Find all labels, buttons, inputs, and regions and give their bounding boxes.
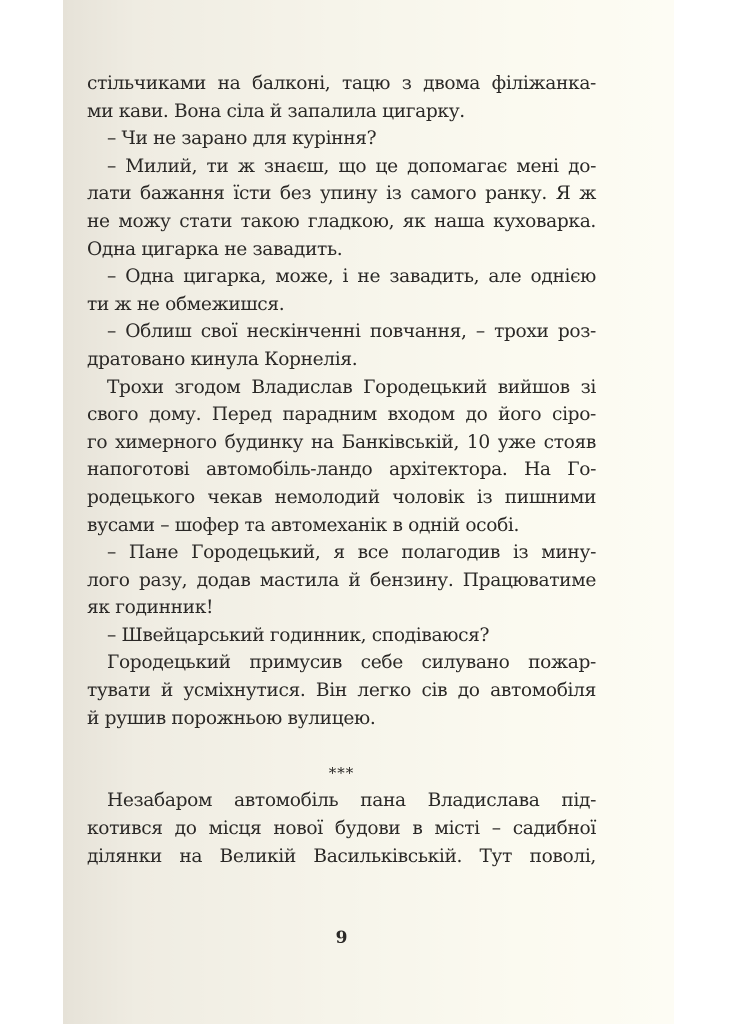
text-line: не можу стати такою гладкою, як наша куховарка.: [87, 210, 596, 232]
text-line: вусами – шофер та автомеханік в одній особі.: [87, 514, 520, 536]
text-line: свого дому. Перед парадним входом до його сіро-: [87, 404, 596, 426]
book-page: [63, 0, 674, 1024]
text-line: – Пане Городецький, я все полагодив із мину-: [107, 542, 596, 564]
text-line: – Швейцарський годинник, сподіваюся?: [107, 624, 490, 646]
text-line: й рушив порожньою вулицею.: [87, 707, 376, 729]
section-separator: ***: [328, 763, 355, 782]
text-line: ми кави. Вона сіла й запалила цигарку.: [87, 100, 465, 122]
text-line: ділянки на Великій Васильківській. Тут поволі,: [87, 845, 596, 867]
text-line: – Милий, ти ж знаєш, що це допомагає мені до-: [107, 155, 596, 177]
text-line: котився до місця нової будови в місті – садибної: [87, 818, 596, 840]
text-line: Городецький примусив себе силувано пожар-: [107, 652, 596, 674]
text-line: Одна цигарка не завадить.: [87, 238, 343, 260]
text-line: – Облиш свої нескінченні повчання, – трохи роз-: [107, 321, 596, 343]
text-line: стільчиками на балконі, тацю з двома філіжанка-: [87, 73, 596, 94]
text-line: ти ж не обмежишся.: [87, 293, 285, 315]
text-line: тувати й усміхнутися. Він легко сів до автомобіля: [87, 680, 596, 702]
page-number: 9: [335, 928, 348, 948]
text-line: дратовано кинула Корнелія.: [87, 348, 358, 370]
text-line: го химерного будинку на Банківській, 10 уже стояв: [87, 431, 596, 453]
text-line: напоготові автомобіль-ландо архітектора. На Го-: [87, 459, 596, 481]
text-line: лого разу, додав мастила й бензину. Працюватиме: [87, 569, 596, 591]
body-text: [87, 70, 596, 870]
text-line: Незабаром автомобіль пана Владислава під-: [107, 790, 596, 812]
text-line: лати бажання їсти без упину із самого ранку. Я ж: [87, 183, 596, 205]
text-line: Трохи згодом Владислав Городецький вийшов зі: [107, 376, 596, 398]
text-line: – Чи не зарано для куріння?: [107, 128, 377, 150]
text-line: родецького чекав немолодий чоловік із пишними: [87, 486, 596, 508]
text-line: як годинник!: [87, 597, 214, 619]
text-line: – Одна цигарка, може, і не завадить, але однією: [107, 266, 596, 288]
